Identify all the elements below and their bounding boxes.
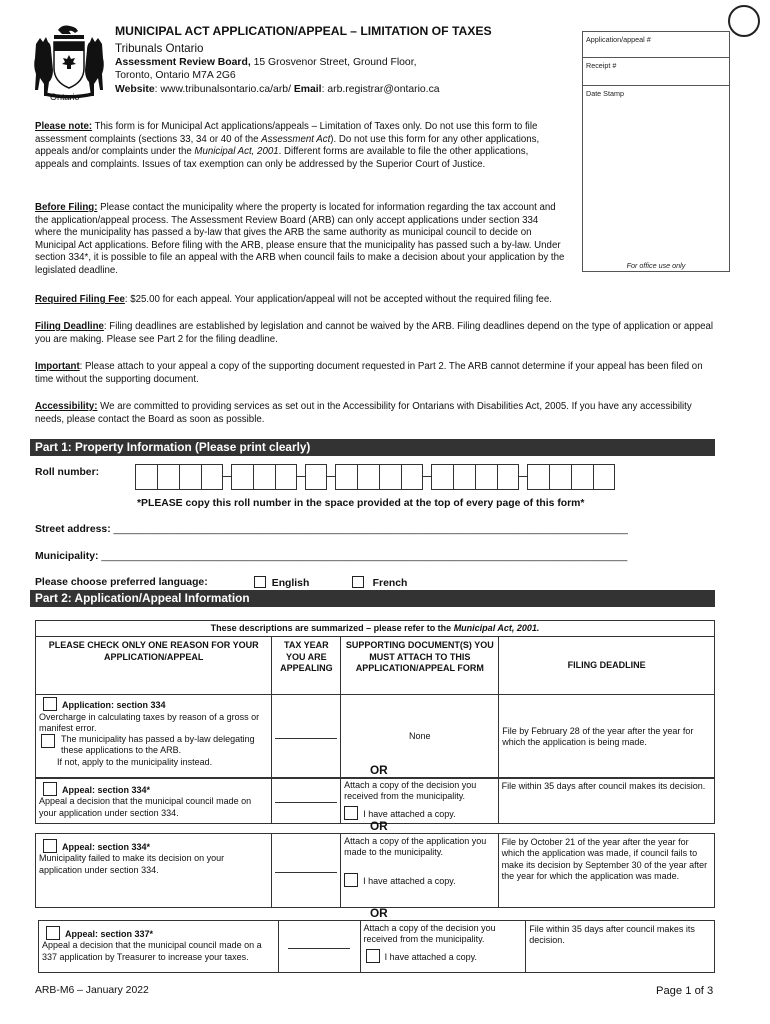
french-checkbox[interactable] (352, 576, 364, 588)
board-address: Assessment Review Board, 15 Grosvenor Street, Ground Floor, (115, 56, 417, 68)
row2-attached-label: I have attached a copy. (363, 808, 456, 819)
summary-row: These descriptions are summarized – please refer to the Municipal Act, 2001. (36, 621, 715, 637)
row4-doc: Attach a copy of the decision you received from the municipality. (363, 923, 496, 945)
row1-doc: None (341, 695, 499, 779)
row3-attached-label: I have attached a copy. (363, 875, 456, 886)
roll-number-label: Roll number: (35, 467, 100, 478)
appeal-334-decision-checkbox[interactable] (43, 782, 57, 796)
row4-deadline: File within 35 days after council makes its decision. (526, 921, 715, 973)
reasons-table (35, 620, 715, 779)
row4-title: Appeal: section 337* (65, 929, 154, 939)
roll-number-note: *PLEASE copy this roll number in the space provided at the top of every page of this form* (137, 498, 585, 509)
office-use-box (582, 31, 730, 272)
reasons-table-2 (35, 777, 715, 824)
office-use-label: For office use only (626, 260, 686, 270)
municipality-field[interactable]: Municipality: ___________________________________________________________________________________________ (35, 551, 628, 562)
row4-attached-checkbox[interactable] (366, 949, 380, 963)
col-reason-header: PLEASE CHECK ONLY ONE REASON FOR YOUR APPLICATION/APPEAL (36, 637, 272, 695)
form-id: ARB-M6 – January 2022 (35, 985, 149, 996)
row4-tax-year-input[interactable] (288, 948, 350, 949)
appeal-334-failed-checkbox[interactable] (43, 839, 57, 853)
filing-fee-paragraph: Required Filing Fee: $25.00 for each appeal. Your application/appeal will not be accepted without the required filing fee. (35, 294, 552, 305)
reasons-table-3 (35, 833, 715, 908)
table-row (36, 834, 715, 908)
col-deadline-header: FILING DEADLINE (499, 637, 715, 695)
row3-desc: Municipality failed to make its decision on your application under section 334. (39, 853, 225, 875)
board-contact: Website: www.tribunalsontario.ca/arb/ Email: arb.registrar@ontario.ca (115, 83, 440, 95)
row4-attached-label: I have attached a copy. (384, 951, 477, 962)
row3-title: Appeal: section 334* (62, 842, 151, 852)
english-checkbox[interactable] (254, 576, 266, 588)
col-tax-year-header: TAX YEAR YOU ARE APPEALING (272, 637, 341, 695)
corner-circle (728, 5, 760, 37)
language-english-option[interactable]: English (254, 576, 309, 591)
bylaw-checkbox[interactable] (41, 734, 55, 748)
row1-desc: Overcharge in calculating taxes by reason of a gross or manifest error. (39, 711, 260, 733)
row2-desc: Appeal a decision that the municipal council made on your application under section 334. (39, 796, 252, 818)
accessibility-paragraph: Accessibility: We are committed to providing services as set out in the Accessibility for Ontarians with Disabilities Act, 2005. If you have any accessibility needs, please contact the Board as soon as possible. (35, 401, 692, 425)
page-number: Page 1 of 3 (656, 985, 714, 997)
row1-sub: The municipality has passed a by-law delegating these applications to the ARB. (61, 734, 255, 756)
row2-attached-checkbox[interactable] (344, 806, 358, 820)
part2-heading: Part 2: Application/Appeal Information (30, 590, 715, 607)
row1-sub2: If not, apply to the municipality instead. (57, 756, 213, 767)
row3-deadline: File by October 21 of the year after the year for which the application was made, if council fails to make its decision by September 30 of the year after the year for which the application was made. (498, 834, 714, 908)
or-separator: OR (370, 819, 388, 833)
please-note-paragraph: Please note: This form is for Municipal Act applications/appeals – Limitation of Taxes only. Do not use this form to file assessment complaints (sections 33, 34 or 40 of the Assessment Act). Do not use this form for any other applications, appeals and/or complaints under the Municipal Act, 2001. Different forms are available to file the other applications, appeals and complaints. Issues of tax exemption can only be addressed by the Superior Court of Justice. (35, 121, 540, 170)
receipt-number-field: Receipt # (583, 58, 729, 86)
date-stamp-field: Date Stamp (586, 89, 624, 98)
language-french-option[interactable]: French (352, 576, 407, 591)
board-city: Toronto, Ontario M7A 2G6 (115, 70, 236, 82)
row1-tax-year-input[interactable] (275, 738, 337, 739)
row4-desc: Appeal a decision that the municipal council made on a 337 application by Treasurer to increase your taxes. (42, 940, 262, 962)
row1-title: Application: section 334 (62, 700, 166, 711)
form-title: MUNICIPAL ACT APPLICATION/APPEAL – LIMITATION OF TAXES (115, 24, 492, 38)
street-address-field[interactable]: Street address: _________________________________________________________________________________________ (35, 524, 628, 535)
table-row (39, 921, 715, 973)
row2-deadline: File within 35 days after council makes its decision. (498, 778, 714, 824)
language-label: Please choose preferred language: (35, 577, 208, 588)
row3-attached-checkbox[interactable] (344, 873, 358, 887)
row1-deadline: File by February 28 of the year after the year for which the application is being made. (499, 695, 715, 779)
reasons-table-4 (38, 920, 715, 973)
filing-deadline-paragraph: Filing Deadline: Filing deadlines are established by legislation and cannot be waived by the ARB. Filing deadlines depend on the type of application or appeal you are making. Please see Part 2 for the filing deadline. (35, 321, 714, 345)
appeal-337-checkbox[interactable] (46, 926, 60, 940)
col-supporting-doc-header: SUPPORTING DOCUMENT(S) YOU MUST ATTACH TO THIS APPLICATION/APPEAL FORM (341, 637, 499, 695)
row3-doc: Attach a copy of the application you made to the municipality. (344, 836, 487, 858)
row2-title: Appeal: section 334* (62, 785, 151, 795)
or-separator: OR (370, 763, 388, 777)
important-paragraph: Important: Please attach to your appeal a copy of the supporting document requested in Part 2. The ARB cannot determine if your appeal has been filed on time without the supporting document. (35, 361, 703, 385)
ontario-coat-of-arms-logo (30, 22, 108, 104)
row3-tax-year-input[interactable] (275, 872, 337, 873)
part1-heading: Part 1: Property Information (Please print clearly) (30, 439, 715, 456)
form-header (115, 24, 575, 96)
before-filing-paragraph: Before Filing: Please contact the municipality where the property is located for information regarding the tax account and the application/appeal process. The Assessment Review Board (ARB) can only accept applications under section 334 where the municipality has passed a by-law that gives the ARB the same authority as municipal council to decide on Municipal Act applications. Before filing with the ARB, please ensure that the municipality has passed such a by-law. Under section 334*, it is possible to file an appeal with the ARB when council fails to make a decision about your application by the legislated deadline. (35, 202, 565, 277)
row2-doc: Attach a copy of the decision you received from the municipality. (344, 780, 477, 802)
or-separator: OR (370, 906, 388, 920)
logo-wordmark: Ontario (50, 92, 80, 102)
roll-number-input[interactable] (135, 464, 615, 490)
row2-tax-year-input[interactable] (275, 802, 337, 803)
appeal-number-field: Application/appeal # (583, 32, 729, 58)
org-name: Tribunals Ontario (115, 41, 204, 55)
table-row (36, 778, 715, 824)
application-334-checkbox[interactable] (43, 697, 57, 711)
